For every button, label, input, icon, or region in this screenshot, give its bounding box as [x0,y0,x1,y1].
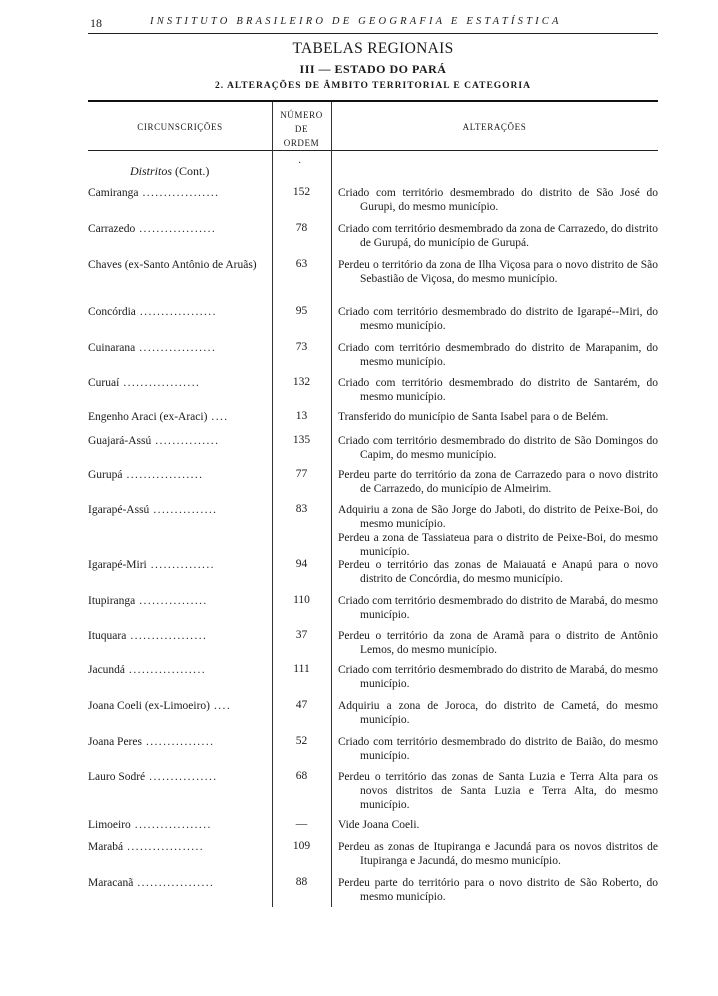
row-alteracoes [338,503,658,559]
row-circunscricao [88,503,268,517]
row-numero: 78 [295,222,308,234]
row-circunscricao [88,341,268,355]
row-alteracoes [338,558,658,586]
row-alteracao-text: Vide Joana Coeli. [338,819,420,831]
row-leader-dots: .................. [129,664,206,676]
row-alteracao-text: Criado com território desmembrado do distrito de Marabá, do mesmo município. [338,595,659,621]
row-name: Carrazedo [88,223,136,235]
row-numero: 63 [295,258,308,270]
row-leader-dots: .................. [126,469,204,481]
row-alteracoes [338,258,658,286]
row-numero: 73 [295,341,308,353]
row-circunscricao [88,876,268,890]
table-top-rule [88,100,658,102]
row-numero: 13 [295,410,308,422]
row-circunscricao [88,770,268,784]
row-alteracoes [338,594,658,622]
running-head: INSTITUTO BRASILEIRO DE GEOGRAFIA E ESTATÍSTICA [150,16,562,27]
row-circunscricao [88,699,268,713]
row-numero: 37 [295,629,308,641]
row-name: Concórdia [88,306,136,318]
row-name: Engenho Araci (ex-Araci) [88,411,208,423]
row-circunscricao [88,468,268,482]
header-numero-de-ordem [272,108,331,150]
row-leader-dots: .................. [142,187,220,199]
row-circunscricao [88,840,268,854]
page-subtitle: III — ESTADO DO PARÁ [299,62,447,76]
row-leader-dots: .................. [139,306,217,318]
row-numero: 83 [295,503,308,515]
row-alteracoes [338,305,658,333]
row-leader-dots: .................. [134,819,212,831]
row-name: Cuinarana [88,342,136,354]
row-circunscricao [88,376,268,390]
header-numero-line-2: DE [294,124,309,134]
row-alteracao-text: Perdeu as zonas de Itupiranga e Jacundá para os novos distritos de Itupiranga e Jacundá, do mesmo município. [338,841,658,867]
row-circunscricao [88,629,268,643]
row-name: Limoeiro [88,819,131,831]
row-leader-dots: ............... [153,504,218,516]
group-label-italic: Distritos [130,164,173,178]
row-name: Jacundá [88,664,126,676]
row-alteracoes [338,770,658,812]
row-leader-dots: ............... [155,435,220,447]
row-name: Itupiranga [88,595,136,607]
row-alteracoes [338,818,658,832]
row-leader-dots: ............... [150,559,215,571]
row-circunscricao [88,258,268,272]
column-divider-2 [331,102,332,907]
row-alteracao-text: Criado com território desmembrado do distrito de Santarém, do mesmo município. [338,377,658,403]
row-alteracoes [338,186,658,214]
row-name: Gurupá [88,469,123,481]
row-numero: 95 [295,305,308,317]
row-name: Maracanã [88,877,134,889]
row-leader-dots: .................. [127,841,205,853]
row-leader-dots: ................ [145,736,215,748]
row-name: Marabá [88,841,124,853]
group-label [130,164,209,179]
row-alteracoes [338,376,658,404]
row-circunscricao [88,305,268,319]
row-alteracao-text: Perdeu o território da zona de Ilha Viçosa para o novo distrito de São Sebastião de Viçosa, do mesmo município. [338,259,658,285]
row-alteracoes [338,876,658,904]
table-header-rule [88,150,658,151]
row-leader-dots: .................. [123,377,201,389]
row-alteracoes [338,468,658,496]
row-alteracao-text: Criado com território desmembrado da zona de Carrazedo, do distrito de Gurupá, do município de Gurupá. [338,223,658,249]
row-alteracao-text: Perdeu a zona de Tassiateua para o distrito de Peixe-Boi, do mesmo município. [338,532,658,558]
row-leader-dots: .................. [137,877,215,889]
row-circunscricao [88,222,268,236]
row-alteracoes [338,663,658,691]
row-alteracoes [338,629,658,657]
row-circunscricao [88,434,268,448]
row-numero: 47 [295,699,308,711]
row-numero: 135 [292,434,311,446]
row-alteracao-text: Perdeu o território da zona de Aramã para o distrito de Antônio Lemos, do mesmo município. [338,630,658,656]
row-numero: 132 [292,376,311,388]
row-numero: 77 [295,468,308,480]
row-alteracao-text: Perdeu parte do território da zona de Carrazedo para o novo distrito de Carrazedo, do município de Almeirim. [338,469,658,495]
row-name: Curuaí [88,377,120,389]
row-alteracao-text: Criado com território desmembrado do distrito de Baião, do mesmo município. [338,736,658,762]
header-numero-line-1: NÚMERO [280,110,323,120]
row-alteracoes [338,735,658,763]
row-leader-dots: ................ [139,595,208,607]
row-name: Guajará-Assú [88,435,152,447]
row-leader-dots: .................. [139,223,217,235]
row-circunscricao [88,663,268,677]
header-numero-line-3: ORDEM [283,138,320,148]
row-alteracoes [338,341,658,369]
row-name: Igarapé-Miri [88,559,147,571]
row-alteracao-text: Transferido do município de Santa Isabel para o de Belém. [338,411,609,423]
row-numero: 109 [292,840,311,852]
row-name: Ituquara [88,630,127,642]
row-numero: 111 [293,663,310,675]
row-circunscricao [88,594,268,608]
row-numero: 94 [295,558,308,570]
row-leader-dots: .................. [139,342,217,354]
row-leader-dots: .... [211,411,229,423]
row-alteracoes [338,699,658,727]
row-leader-dots: .... [214,700,232,712]
page-number: 18 [90,16,102,30]
row-alteracoes [338,434,658,462]
row-alteracao-text: Adquiriu a zona de São Jorge do Jaboti, do distrito de Peixe-Boi, do mesmo município. [338,504,658,530]
row-alteracao-text: Adquiriu a zona de Joroca, do distrito de Cametá, do mesmo município. [338,700,658,726]
row-numero: 68 [295,770,308,782]
row-alteracoes [338,410,658,424]
row-circunscricao [88,558,268,572]
row-leader-dots: .................. [130,630,208,642]
row-leader-dots: ................ [149,771,218,783]
header-circunscricoes: CIRCUNSCRIÇÕES [137,122,223,132]
top-rule [88,33,658,34]
row-name: Joana Coeli (ex-Limoeiro) [88,700,210,712]
row-circunscricao [88,735,268,749]
row-numero: — [295,818,308,830]
row-alteracao-text: Perdeu parte do território para o novo distrito de São Roberto, do mesmo município. [338,877,658,903]
row-alteracao-text: Perdeu o território das zonas de Santa Luzia e Terra Alta para os novos distritos de Santa Luzia e Terra Alta, do mesmo município. [338,771,658,811]
row-numero: 88 [295,876,308,888]
row-numero: 52 [295,735,308,747]
row-alteracao-text: Criado com território desmembrado do distrito de Marabá, do mesmo município. [338,664,659,690]
row-name: Joana Peres [88,736,142,748]
row-name: Chaves (ex-Santo Antônio de Aruãs) [88,259,257,271]
row-alteracao-text: Criado com território desmembrado do distrito de São Domingos do Capim, do mesmo município. [338,435,658,461]
dot-mark: · [298,158,302,169]
row-alteracao-text: Criado com território desmembrado do distrito de São José do Gurupi, do mesmo município. [338,187,658,213]
row-circunscricao [88,410,268,424]
group-label-rest: (Cont.) [175,164,210,178]
row-alteracoes [338,222,658,250]
section-heading: 2. ALTERAÇÕES DE ÂMBITO TERRITORIAL E CATEGORIA [215,81,531,91]
row-circunscricao [88,818,268,832]
row-numero: 152 [292,186,311,198]
row-circunscricao [88,186,268,200]
row-name: Igarapé-Assú [88,504,150,516]
page-title: TABELAS REGIONAIS [292,40,454,57]
row-alteracoes [338,840,658,868]
header-alteracoes: ALTERAÇÕES [462,122,527,132]
row-alteracao-text: Perdeu o território das zonas de Maiauatá e Anapú para o novo distrito de Concórdia, do mesmo município. [338,559,658,585]
row-alteracao-text: Criado com território desmembrado do distrito de Marapanim, do mesmo município. [338,342,658,368]
row-name: Lauro Sodré [88,771,146,783]
row-name: Camiranga [88,187,139,199]
row-alteracao-text: Criado com território desmembrado do distrito de Igarapé--Miri, do mesmo município. [338,306,658,332]
row-numero: 110 [293,594,310,606]
